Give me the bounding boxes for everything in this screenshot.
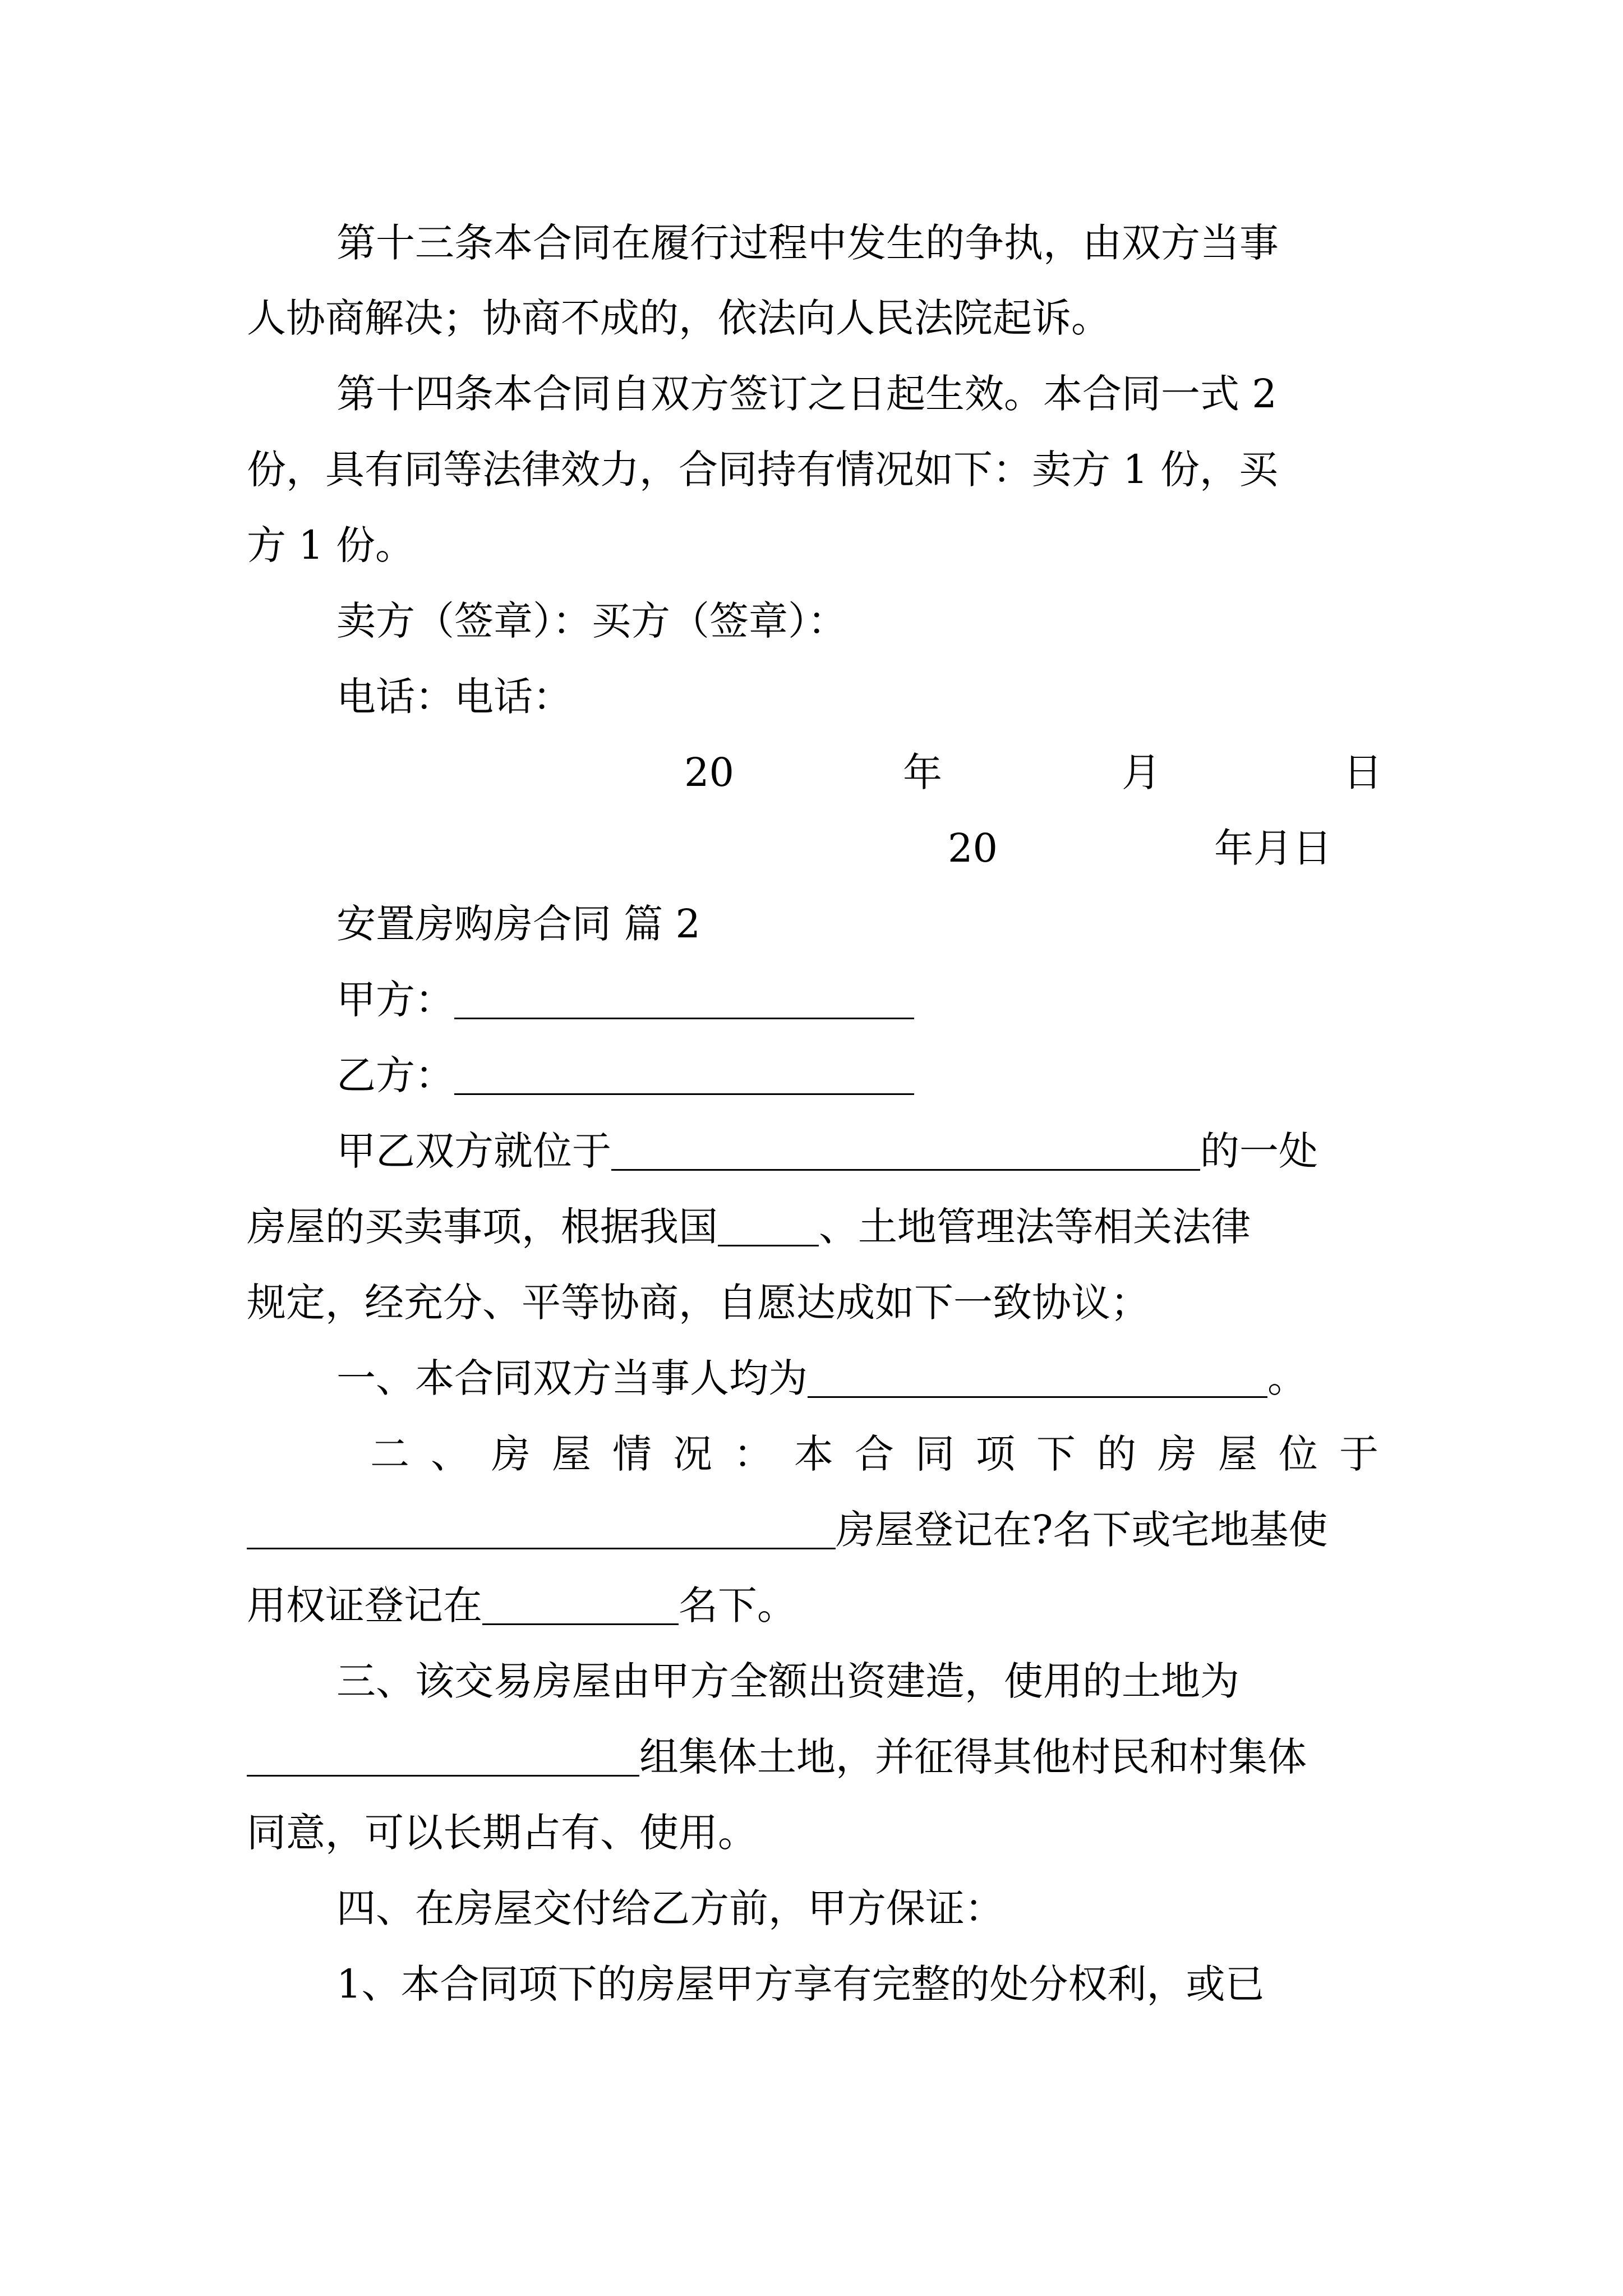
intro-line1 <box>336 1128 1318 1174</box>
item1-row <box>336 1355 1307 1401</box>
party-b-blank[interactable] <box>454 1060 914 1095</box>
item2-line2-b: 房屋登记在?名下或宅地基使 <box>836 1507 1328 1553</box>
item2-line3-b: 名下。 <box>679 1582 796 1628</box>
item2-line2 <box>247 1507 1328 1553</box>
location-blank[interactable] <box>611 1135 1200 1171</box>
date1-day-char: 日 <box>1343 749 1382 795</box>
section2-title: 安置房购房合同 篇 2 <box>336 901 701 947</box>
item4-sub1: 1、本合同项下的房屋甲方享有完整的处分权利，或已 <box>336 1961 1265 2007</box>
party-b-row <box>336 1052 914 1098</box>
clause13-line1: 第十三条本合同在履行过程中发生的争执，由双方当事 <box>336 220 1279 266</box>
date2-ymd: 年月日 <box>1214 825 1332 871</box>
party-a-blank[interactable] <box>454 984 914 1019</box>
clause13-line2: 人协商解决；协商不成的，依法向人民法院起诉。 <box>247 295 1110 341</box>
party-b-label: 乙方： <box>336 1052 454 1098</box>
intro-line1-b: 的一处 <box>1200 1128 1318 1174</box>
land-owner-blank[interactable] <box>482 1590 679 1625</box>
clause14-line3: 方 1 份。 <box>247 522 415 568</box>
house-location-blank[interactable] <box>247 1514 836 1549</box>
intro-line2-a: 房屋的买卖事项，根据我国 <box>247 1204 718 1250</box>
intro-line3: 规定，经充分、平等协商，自愿达成如下一致协议； <box>247 1280 1150 1326</box>
clause14-line2: 份，具有同等法律效力，合同持有情况如下：卖方 1 份，买 <box>247 447 1279 493</box>
item1-b: 。 <box>1267 1355 1307 1401</box>
date1-year-char: 年 <box>903 749 942 795</box>
item1-a: 一、本合同双方当事人均为 <box>336 1355 808 1401</box>
clause14-line1: 第十四条本合同自双方签订之日起生效。本合同一式 2 <box>336 371 1277 417</box>
item3-line2 <box>247 1734 1307 1780</box>
intro-line2-b: 、土地管理法等相关法律 <box>819 1204 1251 1250</box>
date1-year: 20 <box>684 749 735 795</box>
party-a-row <box>336 977 914 1023</box>
item4-line1: 四、在房屋交付给乙方前，甲方保证： <box>336 1885 1004 1931</box>
item3-line2-b: 组集体土地，并征得其他村民和村集体 <box>639 1734 1307 1780</box>
signature-line: 卖方（签章）：买方（签章）： <box>336 598 847 644</box>
date2-year: 20 <box>948 825 998 871</box>
item3-line3: 同意，可以长期占有、使用。 <box>247 1810 757 1856</box>
intro-line1-a: 甲乙双方就位于 <box>336 1128 611 1174</box>
item2-line1: 二、房屋情况：本合同项下的房屋位于 <box>370 1431 1400 1477</box>
phone-line: 电话：电话： <box>336 674 572 720</box>
item3-line1: 三、该交易房屋由甲方全额出资建造，使用的土地为 <box>336 1658 1239 1704</box>
parties-status-blank[interactable] <box>808 1363 1267 1398</box>
party-a-label: 甲方： <box>336 977 454 1023</box>
collective-group-blank[interactable] <box>247 1741 639 1777</box>
law-blank[interactable] <box>718 1211 819 1246</box>
date1-month-char: 月 <box>1122 749 1161 795</box>
intro-line2 <box>247 1204 1251 1250</box>
item2-line3-a: 用权证登记在 <box>247 1582 482 1628</box>
item2-line3 <box>247 1582 796 1628</box>
